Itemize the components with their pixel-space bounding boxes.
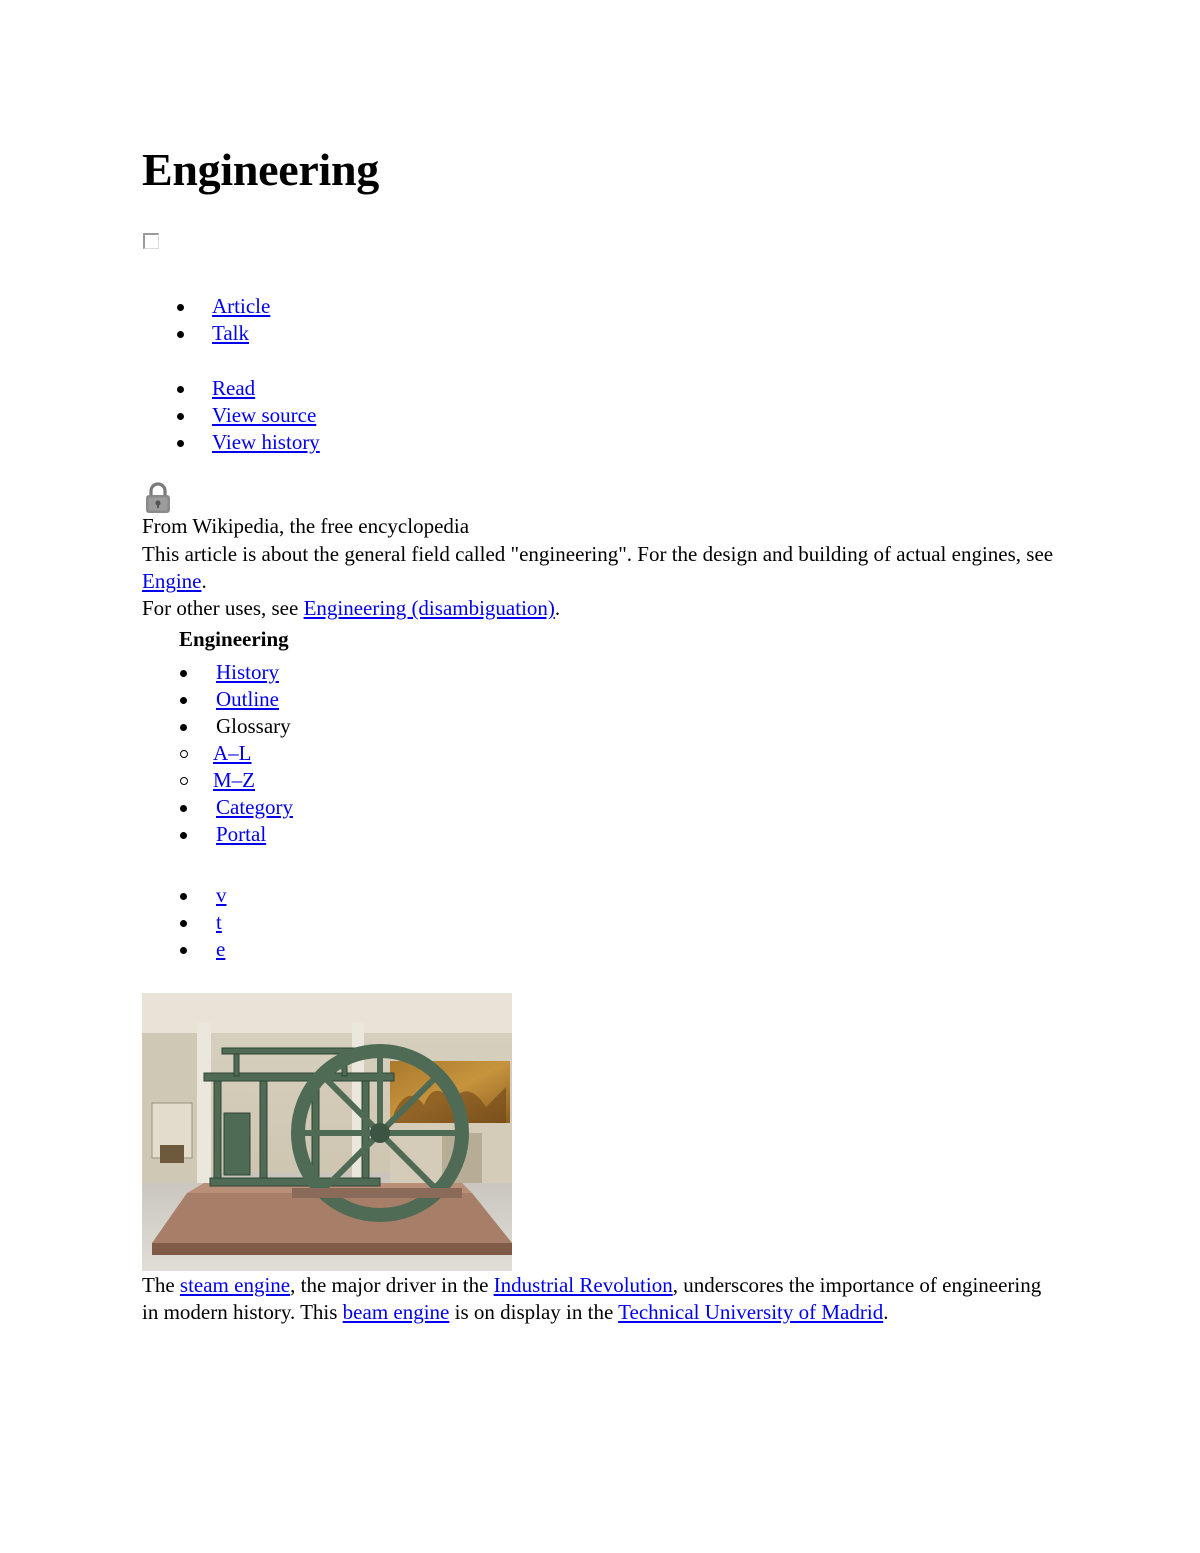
infobox-item-history — [142, 659, 293, 686]
glossary-sublist-wrap — [142, 740, 293, 794]
navbar-item-talk — [142, 909, 227, 936]
portal-link[interactable]: Portal — [216, 822, 267, 846]
engine-link[interactable]: Engine — [142, 569, 202, 593]
tab-read-item — [142, 375, 320, 402]
tab-read[interactable]: Read — [212, 376, 256, 400]
hatnote-period: . — [554, 596, 561, 620]
beam-engine-link[interactable]: beam engine — [342, 1300, 450, 1324]
infobox-item-outline — [142, 686, 293, 713]
navbar-item-view — [142, 882, 227, 909]
tab-view-source[interactable]: View source — [212, 403, 317, 427]
hatnote-text: For other uses, see — [142, 596, 304, 620]
lock-icon — [144, 482, 172, 514]
glossary-sublist — [142, 740, 293, 794]
navbar-list — [142, 882, 227, 963]
caption-text: . — [883, 1300, 889, 1324]
glossary-label: Glossary — [216, 714, 291, 738]
tab-article[interactable]: Article — [212, 294, 271, 318]
page-title: Engineering — [142, 144, 379, 195]
navbar-item-edit — [142, 936, 227, 963]
category-link[interactable]: Category — [216, 795, 293, 819]
infobox-item-category — [142, 794, 293, 821]
steam-engine-photo[interactable] — [142, 993, 512, 1271]
steam-engine-image — [142, 993, 512, 1271]
tab-view-history-item — [142, 429, 320, 456]
namespace-tabs — [142, 293, 270, 347]
outline-link[interactable]: Outline — [216, 687, 279, 711]
figure-caption — [142, 1272, 1062, 1326]
navbar-talk-link[interactable]: t — [216, 910, 222, 934]
disambiguation-link[interactable]: Engineering (disambiguation) — [303, 596, 555, 620]
caption-text: , the major driver in the — [290, 1273, 494, 1297]
tab-talk-item — [142, 320, 270, 347]
navbar-edit-link[interactable]: e — [216, 937, 226, 961]
infobox-item-portal — [142, 821, 293, 848]
caption-text: is on display in the — [449, 1300, 619, 1324]
hatnote-text: This article is about the general field called "engineering". For the design and building of actual engines, see — [142, 542, 1054, 566]
history-link[interactable]: History — [216, 660, 279, 684]
tab-talk[interactable]: Talk — [212, 321, 250, 345]
tab-article-item — [142, 293, 270, 320]
infobox-title: Engineering — [179, 627, 289, 651]
glossary-m-z-link[interactable]: M–Z — [213, 768, 255, 792]
tab-view-source-item — [142, 402, 320, 429]
hatnote-disambiguation — [142, 595, 560, 622]
caption-text: , underscores the importance of engineering in modern history. This — [142, 1273, 1042, 1324]
glossary-a-l-link[interactable]: A–L — [213, 741, 252, 765]
tab-view-history[interactable]: View history — [212, 430, 320, 454]
hatnote-period: . — [201, 569, 207, 593]
infobox-item-glossary — [142, 713, 293, 740]
glossary-item-m-z — [142, 767, 293, 794]
industrial-revolution-link[interactable]: Industrial Revolution — [493, 1273, 673, 1297]
caption-text: The — [142, 1273, 180, 1297]
glossary-item-a-l — [142, 740, 293, 767]
view-tabs — [142, 375, 320, 456]
navbar-view-link[interactable]: v — [216, 883, 227, 907]
technical-university-link[interactable]: Technical University of Madrid — [618, 1300, 884, 1324]
infobox-list — [142, 659, 293, 848]
hatnote-engine — [142, 541, 1062, 595]
steam-engine-link[interactable]: steam engine — [179, 1273, 291, 1297]
tagline: From Wikipedia, the free encyclopedia — [142, 514, 470, 538]
checkbox-icon[interactable] — [143, 233, 159, 249]
